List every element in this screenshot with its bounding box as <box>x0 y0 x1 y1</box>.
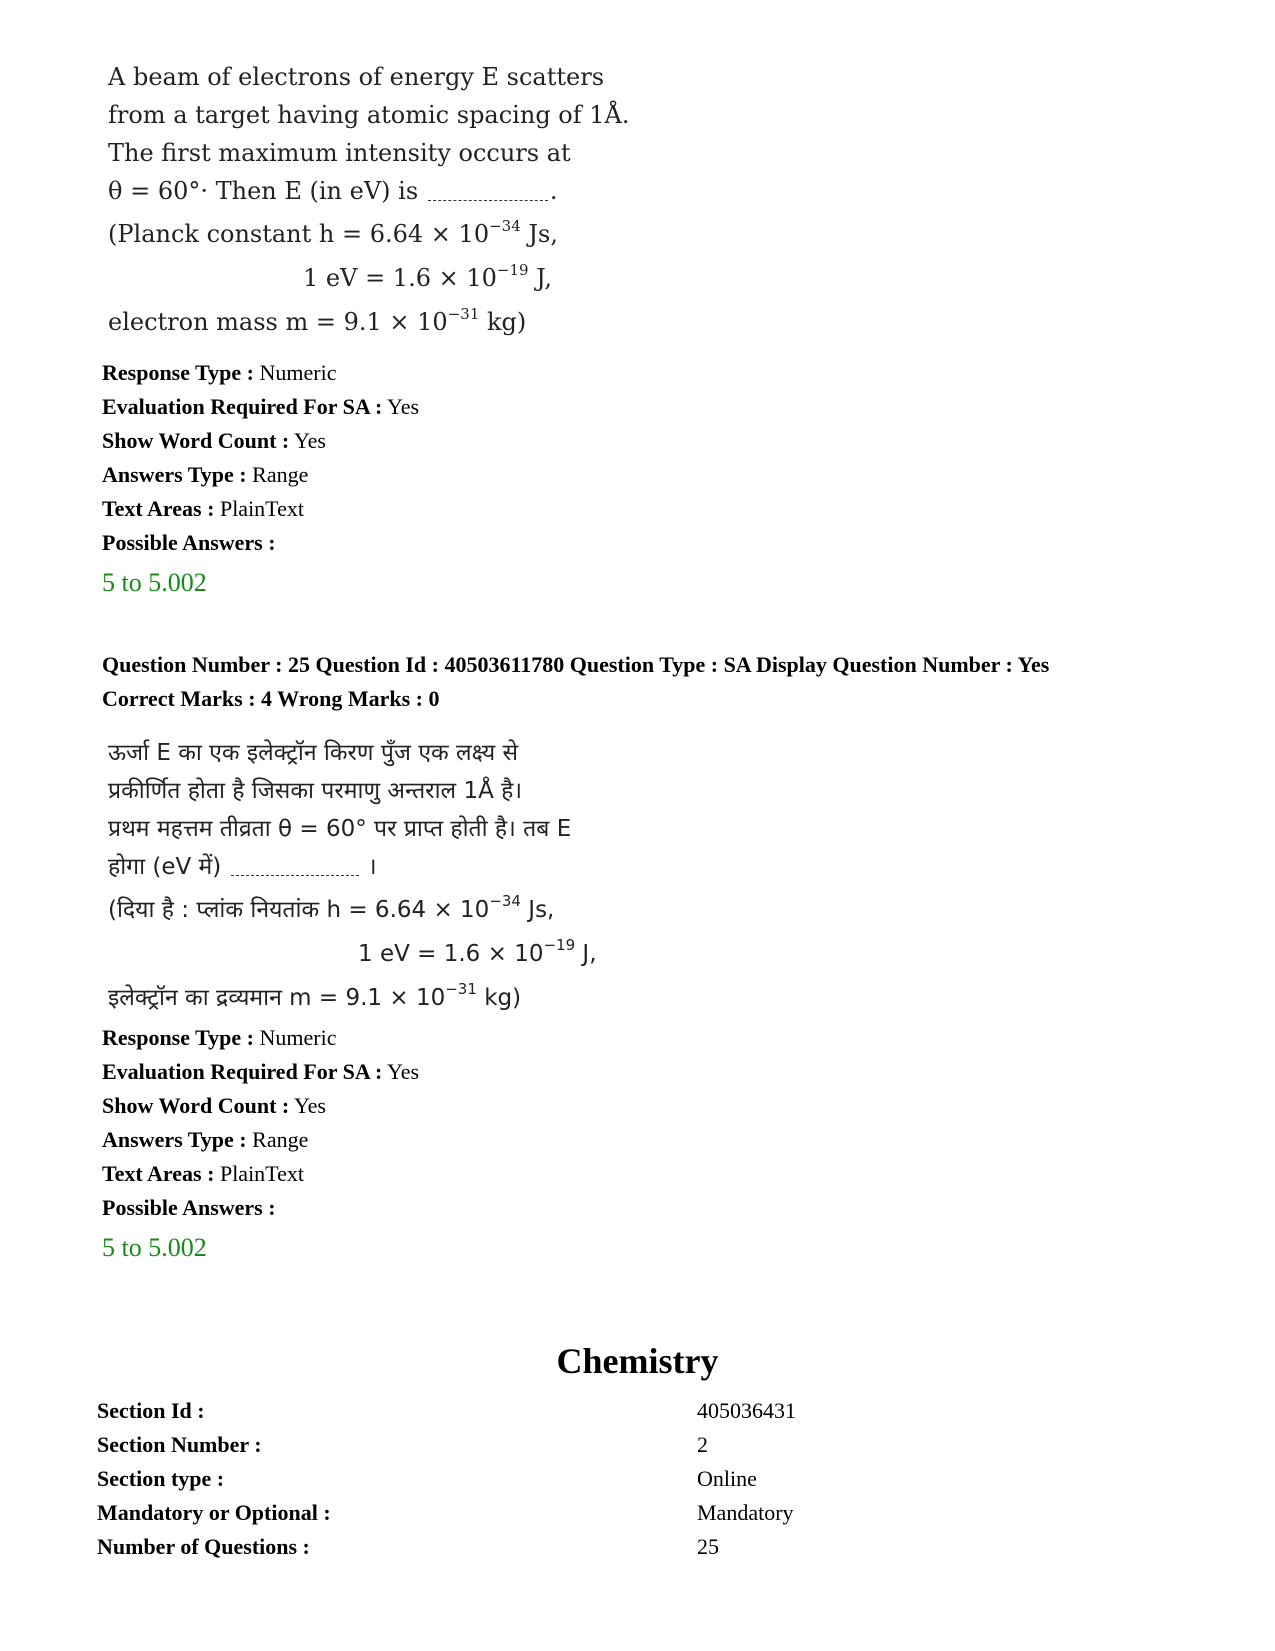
q25-planck-unit: Js, <box>520 897 555 923</box>
value: 25 <box>697 1534 719 1559</box>
q25-header-line2: Correct Marks : 4 Wrong Marks : 0 <box>102 686 440 711</box>
value: Range <box>252 462 309 487</box>
q25-ev-unit: J, <box>575 941 597 967</box>
q24-ev-exp: −19 <box>496 261 529 279</box>
value: 405036431 <box>697 1398 796 1423</box>
q25-mass-unit: kg) <box>476 985 522 1011</box>
label: Show Word Count : <box>102 1093 290 1118</box>
label: Mandatory or Optional : <box>97 1500 331 1525</box>
question-24-text <box>108 58 630 342</box>
meta-response-type <box>102 356 419 390</box>
question-24-meta <box>102 356 419 560</box>
label: Text Areas : <box>102 1161 215 1186</box>
meta-evaluation <box>102 390 419 424</box>
q25-line-5 <box>108 886 597 930</box>
value: Range <box>252 1127 309 1152</box>
q25-line-7 <box>108 974 597 1018</box>
value: 2 <box>697 1432 708 1457</box>
meta-possible-answers <box>102 526 419 560</box>
value: PlainText <box>219 1161 304 1186</box>
answer-blank <box>428 199 548 201</box>
value: Yes <box>293 428 326 453</box>
q24-planck: (Planck constant h = 6.64 × 10 <box>108 220 490 248</box>
q24-mass: electron mass m = 9.1 × 10 <box>108 308 448 336</box>
q25-header-line1: Question Number : 25 Question Id : 40503611780 Question Type : SA Display Question Number : Yes <box>102 652 1050 677</box>
label: Show Word Count : <box>102 428 290 453</box>
answer-blank <box>231 874 359 876</box>
section-number-row <box>97 1428 1097 1462</box>
q24-answer: 5 to 5.002 <box>102 568 207 597</box>
q24-ev-unit: J, <box>528 264 553 292</box>
label: Answers Type : <box>102 462 247 487</box>
q25-planck-exp: −34 <box>489 892 521 911</box>
label: Response Type : <box>102 360 254 385</box>
value: Yes <box>387 1059 420 1084</box>
label: Answers Type : <box>102 1127 247 1152</box>
label: Possible Answers : <box>102 1195 276 1220</box>
section-type-row <box>97 1462 1097 1496</box>
meta-word-count <box>102 424 419 458</box>
q24-period: . <box>549 177 558 205</box>
section-info <box>97 1394 1097 1564</box>
q25-ev: 1 eV = 1.6 × 10 <box>358 941 544 967</box>
q24-line-4 <box>108 172 630 210</box>
q24-ev: 1 eV = 1.6 × 10 <box>303 264 497 292</box>
meta-text-areas <box>102 1157 419 1191</box>
meta-text-areas <box>102 492 419 526</box>
value: PlainText <box>219 496 304 521</box>
q24-line-7 <box>108 298 630 342</box>
meta-answers-type <box>102 458 419 492</box>
value: Yes <box>387 394 420 419</box>
q24-line-6 <box>108 254 630 298</box>
value: Online <box>697 1466 757 1491</box>
question-25-header <box>102 648 1049 716</box>
label: Response Type : <box>102 1025 254 1050</box>
label: Number of Questions : <box>97 1534 310 1559</box>
value: Numeric <box>259 1025 337 1050</box>
q24-planck-unit: Js, <box>520 220 558 248</box>
meta-word-count <box>102 1089 419 1123</box>
q24-mass-exp: −31 <box>447 305 480 323</box>
section-id-row <box>97 1394 1097 1428</box>
section-title: Chemistry <box>556 1341 719 1381</box>
q25-line-2: प्रकीर्णित होता है जिसका परमाणु अन्तराल 1Å है। <box>108 778 523 804</box>
mandatory-row <box>97 1496 1097 1530</box>
label: Evaluation Required For SA : <box>102 1059 383 1084</box>
label: Section type : <box>97 1466 225 1491</box>
label: Text Areas : <box>102 496 215 521</box>
label: Section Id : <box>97 1398 205 1423</box>
meta-response-type <box>102 1021 419 1055</box>
q25-line-6 <box>108 930 597 974</box>
q25-answer: 5 to 5.002 <box>102 1233 207 1262</box>
q25-mass-exp: −31 <box>445 980 477 999</box>
q24-line-3: The first maximum intensity occurs at <box>108 139 571 167</box>
value: Mandatory <box>697 1500 794 1525</box>
value: Numeric <box>259 360 337 385</box>
q24-line-5 <box>108 210 630 254</box>
q25-line-4-text: होगा (eV में) <box>108 854 222 880</box>
label: Evaluation Required For SA : <box>102 394 383 419</box>
q24-line-1: A beam of electrons of energy E scatters <box>108 63 605 91</box>
label: Possible Answers : <box>102 530 276 555</box>
question-25-text <box>108 734 597 1018</box>
q24-planck-exp: −34 <box>489 217 521 235</box>
q25-ev-exp: −19 <box>543 936 576 955</box>
q25-line-4 <box>108 848 597 886</box>
q25-danda: । <box>367 854 377 880</box>
q25-line-3: प्रथम महत्तम तीव्रता θ = 60° पर प्राप्त होती है। तब E <box>108 816 572 842</box>
meta-possible-answers <box>102 1191 419 1225</box>
value: Yes <box>293 1093 326 1118</box>
q24-line-2: from a target having atomic spacing of 1Å. <box>108 101 630 129</box>
number-of-questions-row <box>97 1530 1097 1564</box>
question-25-meta <box>102 1021 419 1225</box>
meta-evaluation <box>102 1055 419 1089</box>
label: Section Number : <box>97 1432 262 1457</box>
q25-planck: (दिया है : प्लांक नियतांक h = 6.64 × 10 <box>108 897 490 923</box>
meta-answers-type <box>102 1123 419 1157</box>
q24-line-4-text: θ = 60°· Then E (in eV) is <box>108 177 419 205</box>
q24-mass-unit: kg) <box>479 308 527 336</box>
q25-mass: इलेक्ट्रॉन का द्रव्यमान m = 9.1 × 10 <box>108 985 446 1011</box>
q25-line-1: ऊर्जा E का एक इलेक्ट्रॉन किरण पुँज एक लक्ष्य से <box>108 740 519 766</box>
